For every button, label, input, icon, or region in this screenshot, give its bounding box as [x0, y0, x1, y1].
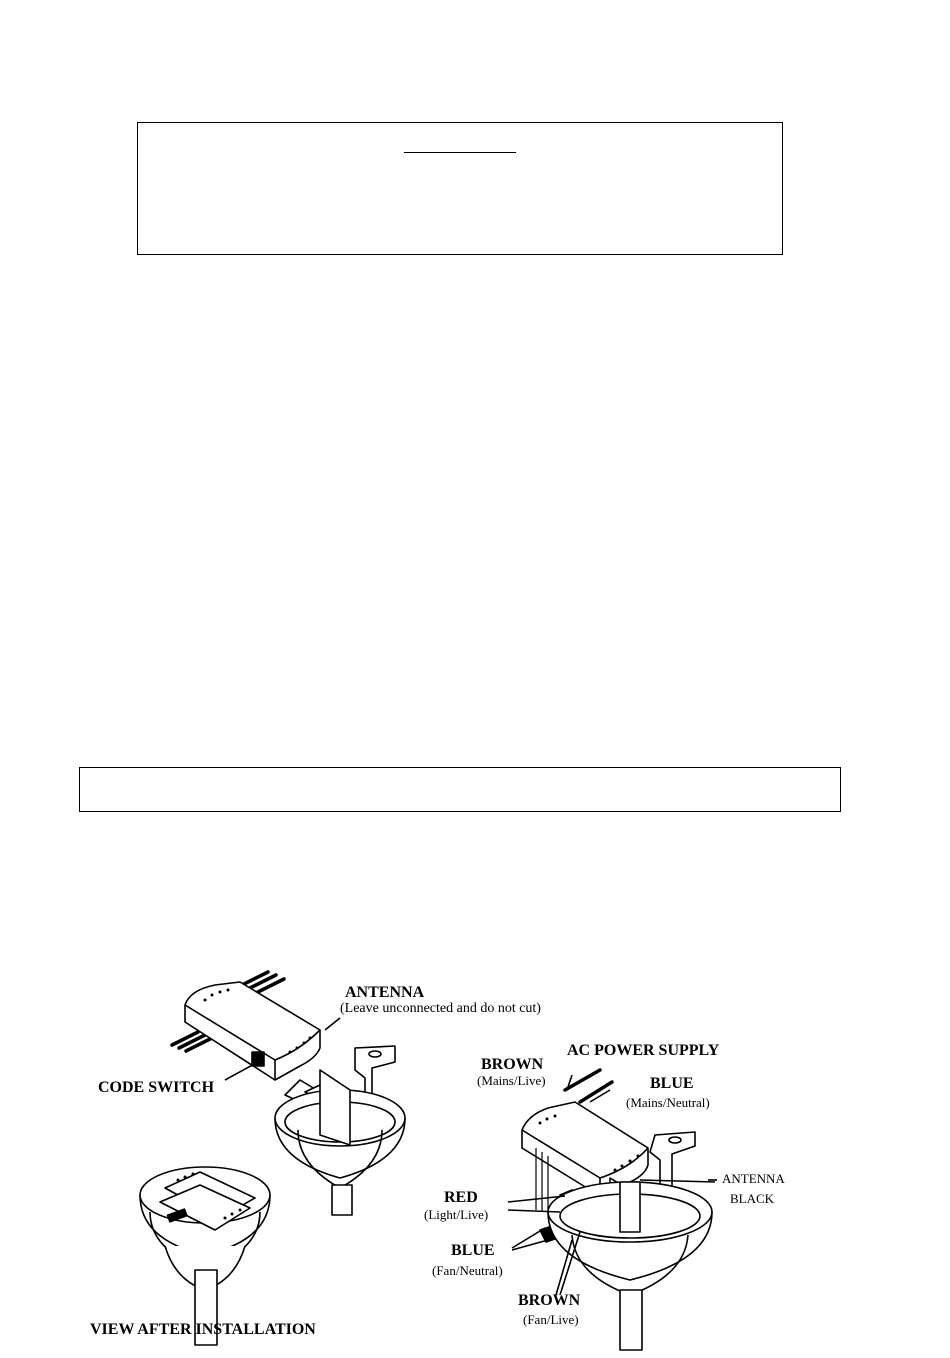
red-label: RED — [444, 1189, 478, 1206]
brown-fan-label: BROWN — [518, 1292, 581, 1309]
code-switch-label: CODE SWITCH — [98, 1079, 215, 1096]
note-box — [79, 767, 841, 812]
blue-mains-label: BLUE — [650, 1075, 694, 1092]
antenna-black-label: BLACK — [730, 1191, 775, 1206]
view-after-installation-label: VIEW AFTER INSTALLATION — [90, 1321, 316, 1338]
brown-mains-label: BROWN — [481, 1056, 544, 1073]
brown-mains-note: (Mains/Live) — [477, 1073, 546, 1088]
installed-canopy — [140, 1167, 270, 1345]
warning-box — [137, 122, 783, 255]
antenna-right-label: ANTENNA — [722, 1171, 785, 1186]
antenna-label: ANTENNA — [345, 984, 425, 1001]
receiver-installation-diagram — [0, 950, 950, 1353]
receiver-unit-left — [172, 972, 320, 1080]
red-note: (Light/Live) — [424, 1207, 489, 1222]
warning-heading-underline — [404, 152, 516, 153]
blue-mains-note: (Mains/Neutral) — [626, 1095, 710, 1110]
antenna-note: (Leave unconnected and do not cut) — [340, 1001, 541, 1016]
ac-power-supply-label: AC POWER SUPPLY — [567, 1042, 720, 1059]
blue-fan-label: BLUE — [451, 1242, 495, 1259]
brown-fan-note: (Fan/Live) — [523, 1312, 579, 1327]
blue-fan-note: (Fan/Neutral) — [432, 1263, 503, 1278]
